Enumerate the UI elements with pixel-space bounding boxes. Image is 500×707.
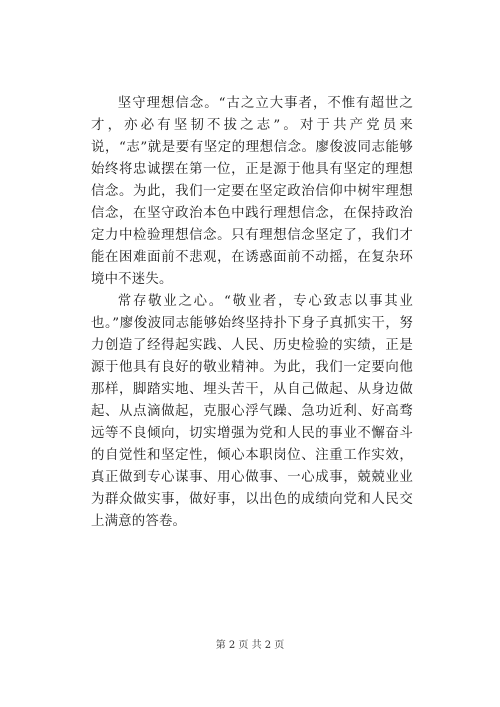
paragraph-ideals: 坚守理想信念。“古之立大事者，不惟有超世之才，亦必有坚韧不拔之志”。对于共产党员来说，“志”就是要有坚定的理想信念。廖俊波同志能够始终将忠诚摆在第一位，正是源于他具有坚定的理想信念。为此，我们一定要在坚定政治信仰中树牢理想信念，在坚守政治本色中践行理想信念，在保持政治定力中检验理想信念。只有理想信念坚定了，我们才能在困难面前不悲观，在诱惑面前不动摇，在复杂环境中不迷失。 [91, 96, 413, 287]
page-number-footer: 第 2 页 共 2 页 [215, 640, 285, 651]
paragraph-dedication: 常存敬业之心。“敬业者，专心致志以事其业也。”廖俊波同志能够始终坚持扑下身子真抓实干，努力创造了经得起实践、人民、历史检验的实绩，正是源于他具有良好的敬业精神。为此，我们一定要向他那样，脚踏实地、埋头苦干，从自己做起、从身边做起、从点滴做起，克服心浮气躁、急功近利、好高骛远等不良倾向，切实增强为党和人民的事业不懈奋斗的自觉性和坚定性，倾心本职岗位、注重工作实效，真正做到专心谋事、用心做事、一心成事，兢兢业业为群众做实事，做好事，以出色的成绩向党和人民交上满意的答卷。 [91, 294, 413, 529]
document-body [91, 93, 413, 533]
